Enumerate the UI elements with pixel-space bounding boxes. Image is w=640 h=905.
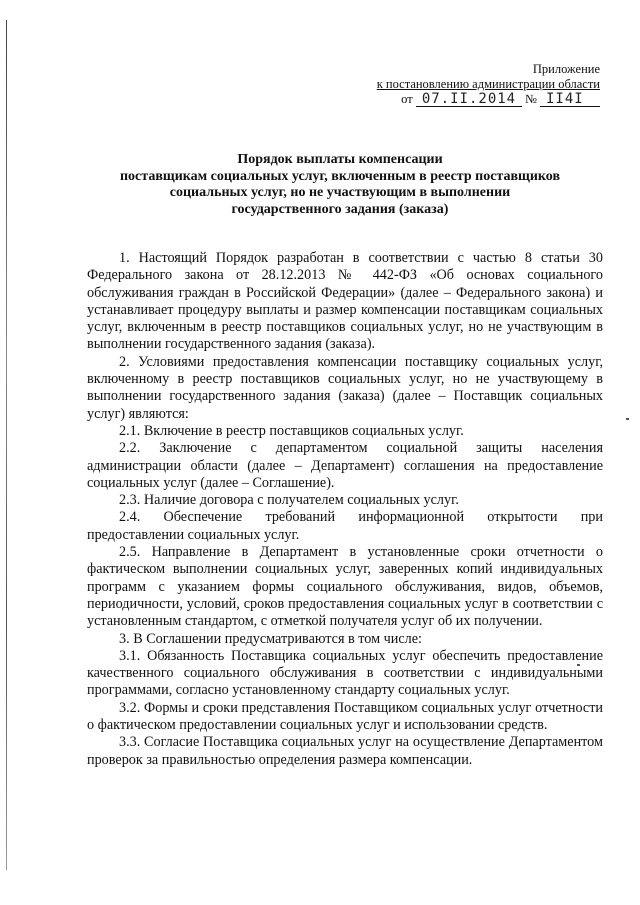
title-line: социальных услуг, но не участвующим в выполнении <box>169 185 511 200</box>
title-line: Порядок выплаты компенсации <box>237 152 443 167</box>
handwritten-date: 07.II.2014 <box>416 92 522 107</box>
paragraph-2-1: 2.1. Включение в реестр поставщиков социальных услуг. <box>119 422 464 439</box>
scan-speck <box>626 418 629 420</box>
paragraph-3-1: 3.1. Обязанность Поставщика социальных услуг обеспечить предоставление качественного социального обслуживания в соответствии с индивидуальными программами, согласно установленному стандарту социальных услуг. <box>87 647 603 699</box>
resolution-reference: к постановлению администрации области <box>376 77 600 91</box>
title-line: государственного задания (заказа) <box>231 201 449 217</box>
scan-edge-line <box>6 20 7 870</box>
paragraph-2-4: 2.4. Обеспечение требований информационной открытости при предоставлении социальных услуг. <box>87 509 603 543</box>
paragraph-2-3: 2.3. Наличие договора с получателем социальных услуг. <box>119 492 459 509</box>
handwritten-number: II4I <box>540 92 600 107</box>
document-title <box>80 152 600 218</box>
title-line: поставщикам социальных услуг, включенным в реестр поставщиков <box>119 168 561 184</box>
paragraph-3-2: 3.2. Формы и сроки представления Поставщиком социальных услуг отчетности о фактическом предоставлении социальных услуг и использовании средств. <box>87 699 603 734</box>
number-prefix: № <box>524 92 537 106</box>
date-number-line <box>280 92 600 107</box>
paragraph-2-2: 2.2. Заключение с департаментом социальной защиты населения администрации области (далее – Департамент) соглашения на предоставление социальных услуг (далее – Соглашение). <box>87 440 603 491</box>
paragraph-3: 3. В Соглашении предусматриваются в том числе: <box>119 630 422 647</box>
paragraph-3-3: 3.3. Согласие Поставщика социальных услуг на осуществление Департаментом проверок за правильностью определения размера компенсации. <box>87 734 603 768</box>
paragraph-2: 2. Условиями предоставления компенсации поставщику социальных услуг, включенному в реестр поставщиков социальных услуг, но не участвующему в выполнении государственного задания (заказа) (далее – Поставщик социальных услуг) являются: <box>87 353 603 422</box>
appendix-label: Приложение <box>532 62 600 76</box>
date-prefix: от <box>401 92 413 106</box>
paragraph-2-5: 2.5. Направление в Департамент в установленные сроки отчетности о фактическом выполнении социальных услуг, заверенных копий индивидуальных программ с указанием формы социального обслуживания, видов, объемов, периодичности, условий, сроков предоставления социальных услуг в соответствии с установленным стандартом, с отметкой получателя услуг об их получении. <box>87 544 603 630</box>
document-header <box>280 62 600 107</box>
paragraph-1: 1. Настоящий Порядок разработан в соответствии с частью 8 статьи 30 Федерального закона от 28.12.2013 № 442-ФЗ «Об основах социального обслуживания граждан в Российской Федерации» (далее – Федерального закона) и устанавливает процедуру выплаты и размер компенсации поставщикам социальных услуг, включенным в реестр поставщиков социальных услуг, но не участвующим в выполнении государственного задания (заказа). <box>87 250 603 353</box>
document-body <box>87 250 603 769</box>
